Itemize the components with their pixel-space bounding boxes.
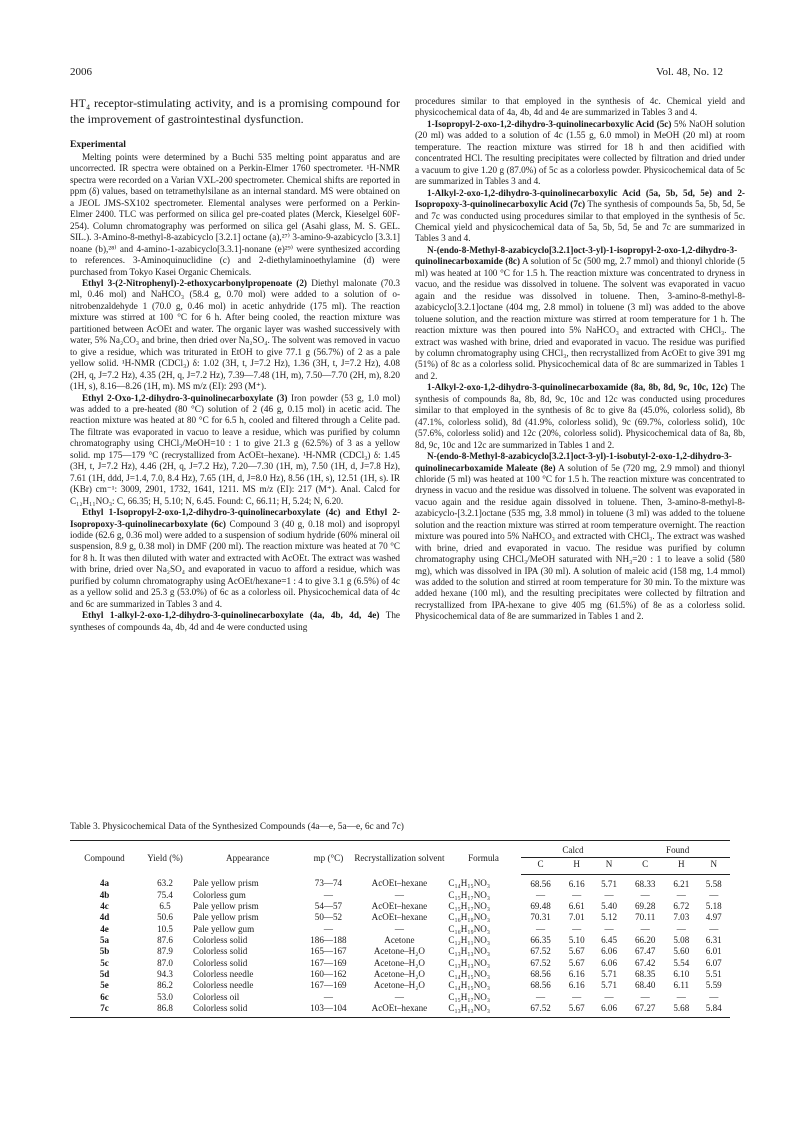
cell-found-c: — xyxy=(640,923,650,934)
cell-calcd-h: — xyxy=(572,889,582,900)
cell-mp: 186—188 xyxy=(310,935,347,946)
cell-yield: 75.4 xyxy=(157,889,173,900)
cell-compound: 6c xyxy=(100,991,109,1002)
cell-found-c: 67.27 xyxy=(625,1003,665,1018)
compound-8a-paragraph xyxy=(415,382,745,451)
cell-yield: 86.2 xyxy=(157,980,173,991)
compound-4a-text: The syntheses of compounds 4a, 4b, 4d and 4e were conducted using xyxy=(70,610,400,632)
general-methods-paragraph: Melting points were determined by a Buchi 535 melting point apparatus and are uncorrected. IR spectra were obtained on a Perkin-Elmer 1760 spectrometer. ¹H-NMR spectra were recorded on a Varian VXL-200 spectrometer. Chemical shifts are reported in ppm (δ) values, based on tetramethylsilane as an internal standard. MS were obtained on a JEOL JMS-SX102 spectrometer. Elemental analyses were performed on a Perkin-Elmer 2400. TLC was performed on silica gel pre-coated plates (Merck, Kieselgel 60F-254). Column chromatography was performed on silica gel (Asahi glass, M. S. GEL. SIL.). 3-Amino-8-methyl-8-azabicyclo [3.2.1] octane (a),²⁷⁾ 3-amino-9-azabicyclo [3.3.1] noane (b),²⁸⁾ and 4-amino-1-azabicyclo[3.3.1]-nonane (e)²⁹⁾ were synthesized according to references. 3-Aminoquinuclidine (c) and 2-diethylaminoethylamine (d) were purchased from Tokyo Kasei Organic Chemicals. xyxy=(70,152,400,277)
cell-calcd-c: 66.35 xyxy=(530,935,551,946)
cell-calcd-c: 68.56 xyxy=(530,968,551,979)
cell-formula: C₁₅H₁₇NO₃ xyxy=(448,991,491,1002)
cell-solvent: AcOEt–hexane xyxy=(371,878,428,889)
cell-solvent: Acetone–H₂O xyxy=(373,968,425,979)
cell-calcd-n: 6.06 xyxy=(601,957,618,968)
cell-mp: 167—169 xyxy=(310,980,347,991)
cell-found-c: 68.40 xyxy=(634,980,656,991)
compound-4c-title: Ethyl 1-Isopropyl-2-oxo-1,2-dihydro-3-quinolinecarboxylate (4c) and Ethyl 2-Isopropoxy-3-quinolinecarboxylate (6c) xyxy=(70,507,400,529)
cell-found-h: 5.68 xyxy=(665,1003,697,1018)
cell-appearance: Colorless oil xyxy=(193,991,240,1002)
cell-formula: C₁₂H₁₁NO₃ xyxy=(448,935,491,946)
header-calcd-h: H xyxy=(560,858,592,874)
cell-calcd-h: — xyxy=(572,991,582,1002)
cell-calcd-n: 5.71 xyxy=(601,968,618,979)
header-recrystallization: Recrystallization solvent xyxy=(352,841,446,875)
cell-formula: C₁₄H₁₅NO₃ xyxy=(448,968,491,979)
compound-8e-paragraph xyxy=(415,451,745,623)
table-row xyxy=(70,946,730,957)
cell-calcd-c: 68.56 xyxy=(530,878,551,889)
table-row xyxy=(70,969,730,980)
cell-appearance: Pale yellow gum xyxy=(193,923,255,934)
cell-compound: 5c xyxy=(100,957,109,968)
cell-found-h: 6.21 xyxy=(673,878,690,889)
cell-formula: C₁₄H₁₅NO₃ xyxy=(448,878,491,889)
cell-found-n: 5.51 xyxy=(705,968,722,979)
cell-calcd-h: 5.67 xyxy=(560,1003,592,1018)
cell-compound: 4e xyxy=(100,923,109,934)
cell-yield: 10.5 xyxy=(157,923,173,934)
cell-mp: 50—52 xyxy=(314,912,343,923)
compound-8a-text: The synthesis of compounds 8a, 8b, 8d, 9c, 10c and 12c was conducted using procedures similar to that employed in the synthesis of 8c to give 8a (45.0%, colorless solid), 8b (47.1%, colorless solid), 8d (41.9%, colorless solid), 9c (69.7%, colorless solid), 10c (57.6%, colorless solid) and 12c (20%, colorless solid). Physicochemical data of 8a, 8b, 8d, 9c, 10c and 12c are summarized in Tables 1 and 2. xyxy=(415,382,745,450)
compound-8c-paragraph xyxy=(415,245,745,382)
cell-formula: C₁₃H₁₃NO₃ xyxy=(448,957,491,968)
header-calcd-c: C xyxy=(521,858,561,874)
cell-calcd-n: 5.12 xyxy=(601,912,618,923)
compound-2-text: Diethyl malonate (70.3 ml, 0.46 mol) and NaHCO₃ (58.4 g, 0.70 mol) were added to a solution of o-nitrobenzaldehyde 1 (70.0 g, 0.46 mol) in acetic anhydride (175 ml). The reaction mixture was stirred at 100 °C for 6 h. After being cooled, the reaction mixture was partitioned between AcOEt and water. The organic layer was washed successively with water, 5% Na₂CO₃ and brine, then dried over Na₂SO₄. The solvent was removed in vacuo to give a residue, which was triturated in EtOH to give 77.1 g (56.7%) of 2 as a pale yellow solid. ¹H-NMR (CDCl₃) δ: 1.02 (3H, t, J=7.2 Hz), 1.36 (3H, t, J=7.2 Hz), 4.08 (2H, q, J=7.2 Hz), 4.35 (2H, q, J=7.2 Hz), 7.39—7.48 (1H, m), 7.50—7.70 (2H, m), 8.20 (1H, s), 8.16—8.26 (1H, m). MS m/z (EI): 293 (M⁺). xyxy=(70,277,401,392)
left-column xyxy=(70,96,400,633)
cell-calcd-h: 5.10 xyxy=(568,935,585,946)
cell-appearance: Colorless solid xyxy=(191,1003,304,1018)
table-row xyxy=(70,1003,730,1018)
compound-4a-paragraph xyxy=(70,610,400,633)
cell-yield: 50.6 xyxy=(157,912,173,923)
table-caption: Table 3. Physicochemical Data of the Synthesized Compounds (4a—e, 5a—e, 6c and 7c) xyxy=(70,822,404,832)
cell-appearance: Colorless solid xyxy=(193,935,248,946)
cell-found-n: 5.18 xyxy=(705,901,722,912)
cell-found-n: — xyxy=(709,923,719,934)
cell-found-n: 5.84 xyxy=(698,1003,731,1018)
cell-found-n: — xyxy=(709,889,719,900)
cell-yield: 53.0 xyxy=(157,991,173,1002)
cell-calcd-n: — xyxy=(604,923,614,934)
cell-found-h: 5.60 xyxy=(673,946,690,957)
cell-appearance: Colorless solid xyxy=(193,946,248,957)
cell-calcd-h: 5.67 xyxy=(568,946,585,957)
compound-8e-text: A solution of 5e (720 mg, 2.9 mmol) and thionyl chloride (5 ml) was heated at 100 °C for 1.5 h. The reaction mixture was concentrated to dryness in vacuo and the residue was dissolved in toluene. The solvent was evaporated in vacuo again and the residue again dissolved in toluene. Then, 3-amino-8-methyl-8-azabicyclo-[3.2.1]octane (535 mg, 3.8 mmol) in toluene (3 ml) was added to the toluene solution and the reaction mixture was stirred at room temperature overnight. The reaction mixture was poured into 5% NaHCO₃ and extracted with CHCl₃. The extract was washed with brine, dried and evaporated in vacuo. The residue was purified by column chromatography using CHCl₃/MeOH saturated with NH₃=20 : 1 to leave a solid (580 mg), which was dissolved in IPA (30 ml). A solution of maleic acid (158 mg, 1.4 mmol) was added to the solution and stirred at room temperature for 30 min. To the mixture was added hexane (100 ml), and the resulting precipitates were collected by filtration and recrystallized from IPA-hexane to give 405 mg (61.5%) of 8e as a colorless solid. Physicochemical data of 8e are summarized in Tables 1 and 2. xyxy=(415,462,745,622)
cell-compound: 7c xyxy=(70,1003,139,1018)
cell-found-n: 4.97 xyxy=(705,912,722,923)
cell-compound: 5d xyxy=(99,968,110,979)
table-row xyxy=(70,980,730,991)
cell-found-h: 6.72 xyxy=(673,901,690,912)
cell-found-c: — xyxy=(640,889,650,900)
cell-calcd-h: — xyxy=(572,923,582,934)
cell-found-c: 66.20 xyxy=(634,935,656,946)
header-found-n: N xyxy=(698,858,731,874)
header-mp: mp (°C) xyxy=(304,841,352,875)
table-body xyxy=(70,874,730,1018)
table-row xyxy=(70,924,730,935)
cell-calcd-h: 6.16 xyxy=(568,980,585,991)
cell-appearance: Colorless needle xyxy=(193,968,254,979)
compound-8c-text: A solution of 5c (500 mg, 2.7 mmol) and thionyl chloride (5 ml) was heated at 100 °C for 1.5 h. The reaction mixture was concentrated to dryness in vacuo, and the residue was dissolved in toluene. The solvent was evaporated in vacuo again and the residue was dissolved in toluene. Then, 3-amino-8-methyl-8-azabicyclo[3.2.1]octane (404 mg, 2.8 mmol) in toluene (3 ml) was added to the above toluene solution, and the reaction mixture was stirred at room temperature for 1 h. The reaction mixture was then poured into 5% NaHCO₃ and extracted with CHCl₃. The extract was washed with brine, dried and evaporated in vacuo. The residue was purified by column chromatography using CHCl₃, then recrystallized from AcOEt to give 391 mg (51%) of 8c as a colorless solid. Physicochemical data of 8c are summarized in Tables 1 and 2. xyxy=(415,256,746,381)
journal-volume: Vol. 48, No. 12 xyxy=(655,66,723,78)
cell-found-n: 6.31 xyxy=(705,935,722,946)
header-calcd-n: N xyxy=(593,858,625,874)
cell-found-h: 5.08 xyxy=(673,935,690,946)
cell-compound: 4a xyxy=(99,878,110,889)
cell-calcd-h: 5.67 xyxy=(568,957,585,968)
compound-3-text: Iron powder (53 g, 1.0 mol) was added to a pre-heated (80 °C) solution of 2 (46 g, 0.15 mol) in acetic acid. The reaction mixture was heated at 80 °C for 6.5 h, cooled and filtered through a Celite pad. The filtrate was evaporated in vacuo to leave a residue, which was purified by column chromatography using CHCl₃/MeOH=10 : 1 to give 21.3 g (62.5%) of 3 as a yellow solid. mp 175—179 °C (recrystallized from AcOEt–hexane). ¹H-NMR (CDCl₃) δ: 1.45 (3H, t, J=7.2 Hz), 4.46 (2H, q, J=7.2 Hz), 7.20—7.30 (1H, m), 7.50 (1H, d, J=7.8 Hz), 7.61 (1H, ddd, J=1.4, 7.0, 8.4 Hz), 7.65 (1H, d, J=8.0 Hz), 8.56 (1H, s), 12.51 (1H, s). IR (KBr) cm⁻¹: 3009, 2901, 1732, 1641, 1211. MS m/z (EI): 217 (M⁺). Anal. Calcd for C₁₂H₁₁NO₃: C, 66.35; H, 5.10; N, 6.45. Found: C, 66.11; H, 5.24; N, 6.20. xyxy=(70,392,401,506)
cell-compound: 5b xyxy=(99,946,110,957)
table-row xyxy=(70,912,730,923)
cell-solvent: Acetone–H₂O xyxy=(373,957,425,968)
cell-appearance: Pale yellow prism xyxy=(193,901,259,912)
cell-calcd-n: 6.06 xyxy=(593,1003,625,1018)
cell-formula: C₁₄H₁₅NO₃ xyxy=(448,980,491,991)
right-column xyxy=(415,96,745,623)
cell-found-c: 70.11 xyxy=(635,912,656,923)
header-yield: Yield (%) xyxy=(139,841,191,875)
cell-yield: 87.9 xyxy=(157,946,173,957)
cell-mp: 54—57 xyxy=(314,901,343,912)
cell-solvent: Acetone–H₂O xyxy=(373,946,425,957)
compound-4c-text: Compound 3 (40 g, 0.18 mol) and isopropyl iodide (62.6 g, 0.36 mol) were added to a suspension of sodium hydride (60% mineral oil suspension, 8.9 g, 0.38 mol) in DMF (200 ml). The reaction mixture was heated at 70 °C for 8 h. It was then diluted with water and extracted with AcOEt. The extract was washed with brine, dried over Na₂SO₄ and evaporated in vacuo to afford a residue, which was purified by column chromatography using AcOEt/hexane=1 : 4 to give 3.1 g (6.5%) of 4c as a yellow solid and 25.3 g (53.0%) of 6c as a colorless oil. Physicochemical data of 4c and 6c are summarized in Tables 3 and 4. xyxy=(70,518,400,609)
cell-appearance: Colorless gum xyxy=(193,889,246,900)
cell-calcd-c: 68.56 xyxy=(530,980,551,991)
cell-calcd-c: 67.52 xyxy=(530,946,551,957)
cell-found-c: 67.42 xyxy=(634,957,656,968)
cell-calcd-c: 69.48 xyxy=(530,901,551,912)
cell-calcd-h: 6.61 xyxy=(568,901,585,912)
cell-found-h: 7.03 xyxy=(673,912,690,923)
cell-found-h: — xyxy=(676,923,686,934)
cell-calcd-n: — xyxy=(604,889,614,900)
cell-found-n: 5.58 xyxy=(705,878,722,889)
cell-compound: 5e xyxy=(100,980,109,991)
cell-yield: 87.6 xyxy=(157,935,173,946)
cell-solvent: — xyxy=(394,889,404,900)
compound-5a-text: The synthesis of compounds 5a, 5b, 5d, 5e and 7c was conducted using procedures similar to that employed in the synthesis of 5c. Chemical yield and physicochemical data of 5a, 5b, 5d, 5e and 7c are summarized in Tables 3 and 4. xyxy=(415,199,746,244)
page-number: 2006 xyxy=(70,66,92,78)
header-calcd: Calcd xyxy=(521,841,626,858)
cell-yield: 94.3 xyxy=(157,968,173,979)
cell-calcd-c: — xyxy=(536,923,546,934)
compound-2-paragraph xyxy=(70,278,400,393)
cell-calcd-n: 5.71 xyxy=(601,878,618,889)
compound-2-title: Ethyl 3-(2-Nitrophenyl)-2-ethoxycarbonylpropenoate (2) xyxy=(82,277,307,288)
cell-compound: 4d xyxy=(99,912,110,923)
cell-found-h: — xyxy=(676,991,686,1002)
cell-found-h: 6.11 xyxy=(673,980,690,991)
cell-solvent: AcOEt–hexane xyxy=(352,1003,446,1018)
compound-3-title: Ethyl 2-Oxo-1,2-dihydro-3-quinolinecarboxylate (3) xyxy=(82,392,288,403)
page-header xyxy=(70,66,723,80)
cell-solvent: — xyxy=(394,991,404,1002)
table-3-section xyxy=(70,822,730,1018)
cell-formula: C₁₃H₁₃NO₃ xyxy=(448,946,491,957)
cell-yield: 63.2 xyxy=(157,878,173,889)
cell-formula: C₁₅H₁₇NO₃ xyxy=(448,901,491,912)
cell-calcd-n: — xyxy=(604,991,614,1002)
cell-appearance: Colorless solid xyxy=(193,957,248,968)
data-table xyxy=(70,840,730,1018)
cell-found-n: 6.01 xyxy=(705,946,722,957)
cell-found-c: 69.28 xyxy=(634,901,656,912)
cell-calcd-c: — xyxy=(536,991,546,1002)
cell-calcd-c: 67.52 xyxy=(530,957,551,968)
cell-found-c: — xyxy=(640,991,650,1002)
cell-calcd-c: 67.52 xyxy=(521,1003,561,1018)
cell-calcd-n: 6.45 xyxy=(601,935,618,946)
cell-appearance: Pale yellow prism xyxy=(193,878,259,889)
compound-8c-title: N-(endo-8-Methyl-8-azabicyclo[3.2.1]oct-3-yl)-1-isopropyl-2-oxo-1,2-dihydro-3-quinolinecarboxamide (8c) xyxy=(415,244,738,267)
cell-found-n: 6.07 xyxy=(705,957,722,968)
compound-5a-paragraph xyxy=(415,188,745,245)
cell-compound: 5a xyxy=(99,935,110,946)
table-row xyxy=(70,935,730,946)
cell-formula: C₁₃H₁₃NO₃ xyxy=(446,1003,520,1018)
compound-5c-paragraph xyxy=(415,119,745,188)
compound-5c-text: 5% NaOH solution (20 ml) was added to a solution of 4c (1.55 g, 6.0 mmol) in MeOH (20 ml) at room temperature. The reaction mixture was stirred for 18 h and then acidified with concentrated HCl. The resulting precipitates were collected by filtration and dried under a vacuum to give 1.20 g (87.0%) of 5c as a colorless powder. Physicochemical data of 5c are summarized in Tables 3 and 4. xyxy=(415,118,746,187)
cell-found-h: 6.10 xyxy=(673,968,690,979)
table-row xyxy=(70,958,730,969)
cell-yield: 87.0 xyxy=(157,957,173,968)
cell-compound: 4b xyxy=(99,889,110,900)
header-found: Found xyxy=(625,841,730,858)
cell-solvent: — xyxy=(394,923,404,934)
cell-mp: 165—167 xyxy=(310,946,347,957)
cell-found-h: 5.54 xyxy=(673,957,690,968)
compound-5c-title: 1-Isopropyl-2-oxo-1,2-dihydro-3-quinolinecarboxylic Acid (5c) xyxy=(427,118,672,129)
cell-solvent: Acetone xyxy=(384,935,415,946)
cell-calcd-n: 5.40 xyxy=(601,901,618,912)
cell-mp: 73—74 xyxy=(314,878,343,889)
table-row xyxy=(70,992,730,1003)
cell-formula: C₁₆H₁₉NO₃ xyxy=(448,912,491,923)
cell-found-c: 68.33 xyxy=(634,878,656,889)
table-row xyxy=(70,890,730,901)
cell-found-n: — xyxy=(709,991,719,1002)
cell-calcd-c: 70.31 xyxy=(530,912,551,923)
cell-mp: 160—162 xyxy=(310,968,347,979)
header-found-h: H xyxy=(665,858,697,874)
compound-8a-title: 1-Alkyl-2-oxo-1,2-dihydro-3-quinolinecarboxamide (8a, 8b, 8d, 9c, 10c, 12c) xyxy=(427,382,728,393)
cell-found-h: — xyxy=(676,889,686,900)
cell-calcd-n: 6.06 xyxy=(601,946,618,957)
cell-solvent: Acetone–H₂O xyxy=(373,980,425,991)
experimental-heading: Experimental xyxy=(70,139,126,150)
table-row xyxy=(70,874,730,890)
cell-calcd-h: 6.16 xyxy=(568,968,585,979)
cell-appearance: Pale yellow prism xyxy=(193,912,259,923)
cell-formula: C₁₆H₁₉NO₃ xyxy=(448,923,491,934)
compound-5a-title: 1-Alkyl-2-oxo-1,2-dihydro-3-quinolinecarboxylic Acid (5a, 5b, 5d, 5e) and 2-Isopropoxy-3-quinolinecarboxylic Acid (7c) xyxy=(415,187,745,210)
header-compound: Compound xyxy=(70,841,139,875)
cell-calcd-c: — xyxy=(536,889,546,900)
header-formula: Formula xyxy=(446,841,520,875)
cell-formula: C₁₅H₁₇NO₃ xyxy=(448,889,491,900)
cell-yield: 6.5 xyxy=(159,901,171,912)
compound-3-paragraph xyxy=(70,393,400,508)
cell-mp: 167—169 xyxy=(310,957,347,968)
header-found-c: C xyxy=(625,858,665,874)
table-row xyxy=(70,901,730,912)
lead-paragraph: HT₄ receptor-stimulating activity, and is a promising compound for the improvement of gastrointestinal dysfunction. xyxy=(70,96,400,126)
compound-4a-title: Ethyl 1-alkyl-2-oxo-1,2-dihydro-3-quinolinecarboxylate (4a, 4b, 4d, 4e) xyxy=(82,610,380,621)
cell-mp: — xyxy=(323,991,333,1002)
cell-calcd-h: 7.01 xyxy=(568,912,585,923)
cell-calcd-n: 5.71 xyxy=(601,980,618,991)
cell-appearance: Colorless needle xyxy=(193,980,254,991)
cell-found-n: 5.59 xyxy=(705,980,722,991)
cell-solvent: AcOEt–hexane xyxy=(371,901,428,912)
cell-mp: — xyxy=(323,923,333,934)
cell-yield: 86.8 xyxy=(139,1003,191,1018)
cell-mp: — xyxy=(323,889,333,900)
cell-found-c: 68.35 xyxy=(634,968,656,979)
cell-calcd-h: 6.16 xyxy=(568,878,585,889)
cell-solvent: AcOEt–hexane xyxy=(371,912,428,923)
compound-8e-title: N-(endo-8-Methyl-8-azabicyclo[3.2.1]oct-3-yl)-1-isobutyl-2-oxo-1,2-dihydro-3-quinolinecarboxamide Maleate (8e) xyxy=(415,451,732,473)
cell-mp: 103—104 xyxy=(304,1003,352,1018)
compound-4c-paragraph xyxy=(70,507,400,610)
header-appearance: Appearance xyxy=(191,841,304,875)
continued-paragraph: procedures similar to that employed in the synthesis of 4c. Chemical yield and physicochemical data of 4a, 4b, 4d and 4e are summarized in Tables 3 and 4. xyxy=(415,96,745,118)
cell-found-c: 67.47 xyxy=(634,946,656,957)
cell-compound: 4c xyxy=(100,901,109,912)
